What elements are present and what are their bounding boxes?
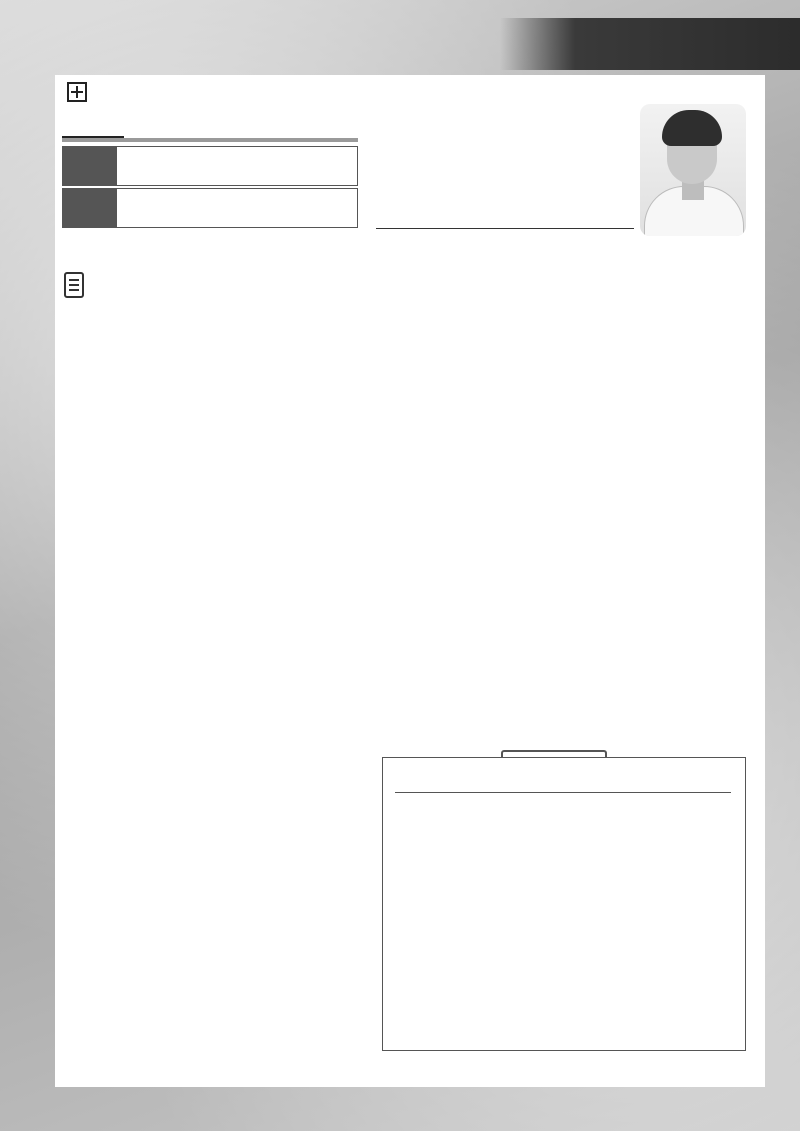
place-label (63, 189, 117, 227)
date-label (63, 147, 117, 185)
header-banner (500, 18, 800, 70)
salon-date-row (62, 146, 358, 186)
author-photo (640, 104, 746, 236)
document-icon (64, 272, 84, 298)
hospital-cross-icon (67, 82, 87, 102)
recruit-box (382, 757, 746, 1051)
hospital-news-logo (62, 80, 124, 138)
salon-place-row (62, 188, 358, 228)
